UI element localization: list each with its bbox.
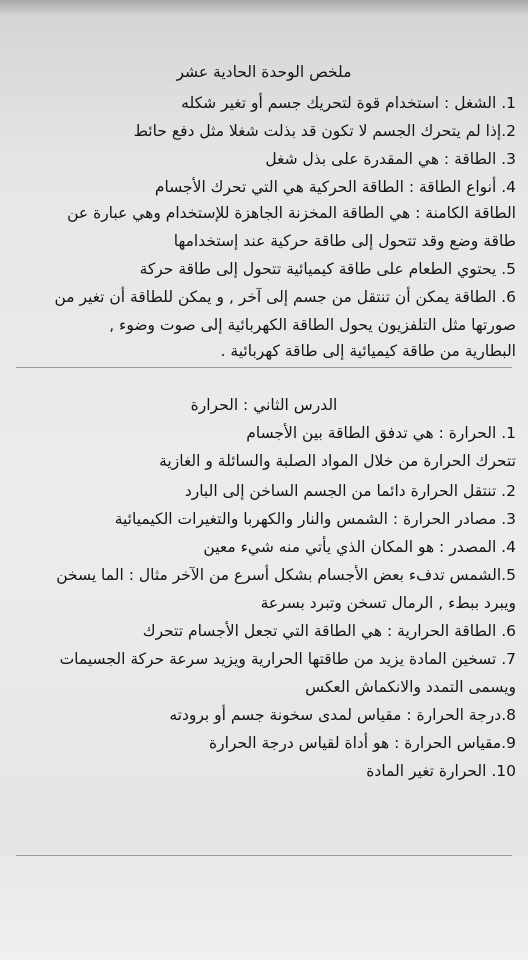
lesson-title: الدرس الثاني : الحرارة [190, 396, 338, 414]
unit-line: البطارية من طاقة كيميائية إلى طاقة كهربائية . [220, 342, 516, 360]
lesson-line: 4. المصدر : هو المكان الذي يأتي منه شيء معين [203, 538, 516, 556]
lesson-line: 9.مقياس الحرارة : هو أداة لقياس درجة الحرارة [209, 734, 516, 752]
unit-line: 5. يحتوي الطعام على طاقة كيميائية تتحول إلى طاقة حركة [139, 260, 516, 278]
unit-line: 2.إذا لم يتحرك الجسم لا تكون قد بذلت شغلا مثل دفع حائط [133, 122, 516, 140]
unit-line: 4. أنواع الطاقة : الطاقة الحركية هي التي تحرك الأجسام [154, 178, 516, 196]
lesson-line: ويبرد ببطء , الرمال تسخن وتبرد بسرعة [260, 594, 516, 612]
lesson-line: 6. الطاقة الحرارية : هي الطاقة التي تجعل الأجسام تتحرك [142, 622, 516, 640]
unit-title: ملخص الوحدة الحادية عشر [176, 63, 352, 81]
bottom-divider [16, 855, 512, 856]
lesson-line: 8.درجة الحرارة : مقياس لمدى سخونة جسم أو برودته [169, 706, 516, 724]
lesson-line: 10. الحرارة تغير المادة [366, 762, 516, 780]
lesson-line: 3. مصادر الحرارة : الشمس والنار والكهربا والتغيرات الكيميائية [114, 510, 516, 528]
lesson-line: 7. تسخين المادة يزيد من طاقتها الحرارية ويزيد سرعة حركة الجسيمات [59, 650, 516, 668]
lesson-line: تتحرك الحرارة من خلال المواد الصلبة والسائلة و الغازية [159, 452, 516, 470]
unit-line: طاقة وضع وقد تتحول إلى طاقة حركية عند إستخدامها [173, 232, 516, 250]
unit-line: صورتها مثل التلفزيون يحول الطاقة الكهربائية إلى صوت وضوء , [109, 316, 516, 334]
lesson-line: 2. تنتقل الحرارة دائما من الجسم الساخن إلى البارد [184, 482, 516, 500]
unit-line: 3. الطاقة : هي المقدرة على بذل شغل [265, 150, 516, 168]
lesson-line: 1. الحرارة : هي تدفق الطاقة بين الأجسام [246, 424, 516, 442]
section-divider [16, 367, 512, 368]
unit-line: 1. الشغل : استخدام قوة لتحريك جسم أو تغير شكله [181, 94, 516, 112]
lesson-line: ويسمى التمدد والانكماش العكس [305, 678, 516, 696]
unit-line: الطاقة الكامنة : هي الطاقة المخزنة الجاهزة للإستخدام وهي عبارة عن [67, 204, 516, 222]
lesson-line: 5.الشمس تدفء بعض الأجسام بشكل أسرع من الآخر مثال : الما يسخن [56, 566, 516, 584]
unit-line: 6. الطاقة يمكن أن تنتقل من جسم إلى آخر , و يمكن للطاقة أن تغير من [54, 288, 516, 306]
